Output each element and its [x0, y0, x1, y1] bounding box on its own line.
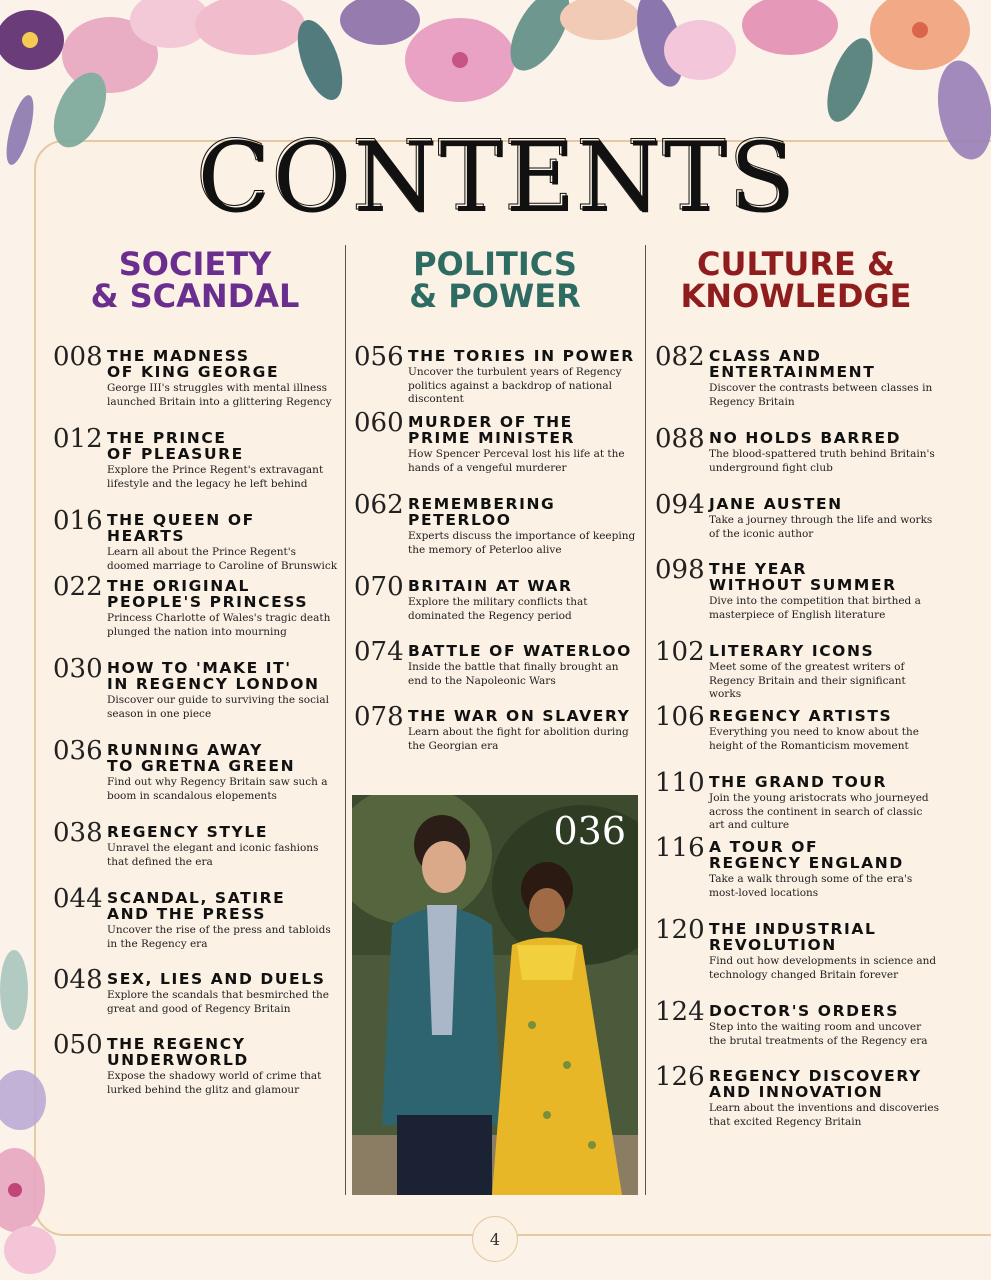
entry-description: Expose the shadowy world of crime that lurked behind the glitz and glamour	[107, 1070, 322, 1096]
toc-entry[interactable]	[354, 704, 639, 753]
entry-description: Inside the battle that finally brought an end to the Napoleonic Wars	[408, 661, 619, 687]
entry-description: Learn about the fight for abolition during the Georgian era	[408, 726, 629, 752]
entry-title: DOCTOR'S ORDERS	[709, 1002, 900, 1020]
entry-page-number: 110	[655, 768, 705, 798]
entry-title: THE GRAND TOUR	[709, 773, 888, 791]
entry-description: Discover our guide to surviving the social season in one piece	[107, 694, 329, 720]
toc-entry[interactable]	[655, 1064, 940, 1129]
entry-page-number: 030	[53, 654, 103, 684]
entry-page-number: 120	[655, 915, 705, 945]
entry-title: MURDER OF THE PRIME MINISTER	[408, 413, 576, 447]
toc-entry[interactable]	[655, 492, 940, 541]
entry-page-number: 078	[354, 702, 404, 732]
entry-page-number: 050	[53, 1030, 103, 1060]
entry-page-number: 036	[53, 736, 103, 766]
entry-page-number: 102	[655, 637, 705, 667]
toc-entry[interactable]	[53, 656, 338, 721]
section-heading-politics: POLITICS & POWER	[409, 245, 581, 315]
entry-title: THE REGENCY UNDERWORLD	[107, 1035, 249, 1069]
toc-entry[interactable]	[655, 770, 940, 833]
entry-description: How Spencer Perceval lost his life at the hands of a vengeful murderer	[408, 448, 625, 474]
entry-description: The blood-spattered truth behind Britain's underground fight club	[709, 448, 935, 474]
entry-page-number: 126	[655, 1062, 705, 1092]
entry-title: BATTLE OF WATERLOO	[408, 642, 632, 660]
toc-entry[interactable]	[354, 574, 639, 623]
toc-entry[interactable]	[655, 426, 940, 475]
entry-title: NO HOLDS BARRED	[709, 429, 902, 447]
entry-page-number: 074	[354, 637, 404, 667]
photo-page-number: 036	[553, 809, 626, 853]
toc-entry[interactable]	[354, 410, 639, 475]
entry-page-number: 060	[354, 408, 404, 438]
entry-page-number: 022	[53, 572, 103, 602]
entry-description: Step into the waiting room and uncover the brutal treatments of the Regency era	[709, 1021, 928, 1047]
entry-title: THE INDUSTRIAL REVOLUTION	[709, 920, 877, 954]
entry-page-number: 124	[655, 997, 705, 1027]
entry-page-number: 070	[354, 572, 404, 602]
entry-title: BRITAIN AT WAR	[408, 577, 573, 595]
entry-title: LITERARY ICONS	[709, 642, 875, 660]
entry-title: THE YEAR WITHOUT SUMMER	[709, 560, 897, 594]
entry-title: THE PRINCE OF PLEASURE	[107, 429, 244, 463]
column-divider	[645, 245, 646, 1195]
entry-title: CLASS AND ENTERTAINMENT	[709, 347, 876, 381]
page-number-badge	[472, 1216, 518, 1262]
entry-page-number: 044	[53, 884, 103, 914]
entry-description: Everything you need to know about the height of the Romanticism movement	[709, 726, 919, 752]
entry-page-number: 048	[53, 965, 103, 995]
toc-entry[interactable]	[53, 967, 338, 1016]
entry-title: THE ORIGINAL PEOPLE'S PRINCESS	[107, 577, 309, 611]
page-title: CONTENTS	[195, 120, 796, 232]
entry-page-number: 038	[53, 818, 103, 848]
entry-page-number: 098	[655, 555, 705, 585]
entry-description: Unravel the elegant and iconic fashions that defined the era	[107, 842, 319, 868]
column-divider	[345, 245, 346, 1195]
toc-entry[interactable]	[655, 344, 940, 409]
entry-page-number: 008	[53, 342, 103, 372]
entry-description: Learn about the inventions and discoveries that excited Regency Britain	[709, 1102, 940, 1128]
toc-entry[interactable]	[354, 344, 639, 407]
entry-title: REGENCY STYLE	[107, 823, 269, 841]
entry-title: HOW TO 'MAKE IT' IN REGENCY LONDON	[107, 659, 320, 693]
toc-entry[interactable]	[53, 426, 338, 491]
toc-entry[interactable]	[53, 1032, 338, 1097]
toc-entry[interactable]	[655, 704, 940, 753]
entry-page-number: 094	[655, 490, 705, 520]
entry-title: THE MADNESS OF KING GEORGE	[107, 347, 280, 381]
toc-entry[interactable]	[53, 574, 338, 639]
floral-corner-illustration	[0, 930, 60, 1280]
toc-entry[interactable]	[655, 999, 940, 1048]
entry-title: REGENCY DISCOVERY AND INNOVATION	[709, 1067, 922, 1101]
toc-entry[interactable]	[53, 886, 338, 951]
entry-description: Find out why Regency Britain saw such a boom in scandalous elopements	[107, 776, 328, 802]
entry-title: REGENCY ARTISTS	[709, 707, 893, 725]
entry-title: A TOUR OF REGENCY ENGLAND	[709, 838, 904, 872]
feature-photo[interactable]	[352, 795, 638, 1195]
entry-description: Take a journey through the life and works of the iconic author	[709, 514, 933, 540]
entry-page-number: 116	[655, 833, 705, 863]
entry-description: Experts discuss the importance of keeping the memory of Peterloo alive	[408, 530, 636, 556]
entry-title: THE QUEEN OF HEARTS	[107, 511, 255, 545]
entry-description: Uncover the rise of the press and tabloids in the Regency era	[107, 924, 331, 950]
entry-page-number: 056	[354, 342, 404, 372]
entry-description: Learn all about the Prince Regent's doomed marriage to Caroline of Brunswick	[107, 546, 338, 572]
entry-description: Princess Charlotte of Wales's tragic death plunged the nation into mourning	[107, 612, 331, 638]
entry-page-number: 106	[655, 702, 705, 732]
toc-entry[interactable]	[655, 917, 940, 982]
toc-entry[interactable]	[655, 639, 940, 702]
entry-description: Meet some of the greatest writers of Regency Britain and their significant works	[709, 661, 906, 700]
page-number: 4	[489, 1229, 501, 1249]
entry-page-number: 088	[655, 424, 705, 454]
entry-description: Explore the scandals that besmirched the great and good of Regency Britain	[107, 989, 330, 1015]
entry-description: Explore the Prince Regent's extravagant lifestyle and the legacy he left behind	[107, 464, 324, 490]
toc-entry[interactable]	[53, 738, 338, 803]
entry-description: Join the young aristocrats who journeyed across the continent in search of classic art and culture	[709, 792, 929, 831]
toc-entry[interactable]	[655, 835, 940, 900]
entry-title: RUNNING AWAY TO GRETNA GREEN	[107, 741, 296, 775]
entry-description: Dive into the competition that birthed a masterpiece of English literature	[709, 595, 921, 621]
regency-couple-photo	[352, 795, 638, 1195]
entry-description: George III's struggles with mental illness launched Britain into a glittering Regency	[107, 382, 332, 408]
entry-description: Take a walk through some of the era's most-loved locations	[709, 873, 913, 899]
entry-title: THE TORIES IN POWER	[408, 347, 635, 365]
entry-description: Uncover the turbulent years of Regency politics against a backdrop of national discontent	[408, 366, 622, 405]
entry-page-number: 082	[655, 342, 705, 372]
toc-entry[interactable]	[354, 639, 639, 688]
entry-description: Discover the contrasts between classes in Regency Britain	[709, 382, 933, 408]
entry-title: SEX, LIES AND DUELS	[107, 970, 326, 988]
entry-title: JANE AUSTEN	[709, 495, 843, 513]
entry-page-number: 016	[53, 506, 103, 536]
section-heading-culture: CULTURE & KNOWLEDGE	[680, 245, 912, 315]
entry-title: SCANDAL, SATIRE AND THE PRESS	[107, 889, 286, 923]
toc-entry[interactable]	[53, 820, 338, 869]
toc-entry[interactable]	[53, 508, 338, 573]
toc-entry[interactable]	[53, 344, 338, 409]
entry-description: Find out how developments in science and technology changed Britain forever	[709, 955, 937, 981]
entry-description: Explore the military conflicts that dominated the Regency period	[408, 596, 588, 622]
entry-title: THE WAR ON SLAVERY	[408, 707, 631, 725]
entry-page-number: 012	[53, 424, 103, 454]
entry-title: REMEMBERING PETERLOO	[408, 495, 556, 529]
toc-entry[interactable]	[655, 557, 940, 622]
toc-entry[interactable]	[354, 492, 639, 557]
section-heading-society: SOCIETY & SCANDAL	[90, 245, 300, 315]
entry-page-number: 062	[354, 490, 404, 520]
